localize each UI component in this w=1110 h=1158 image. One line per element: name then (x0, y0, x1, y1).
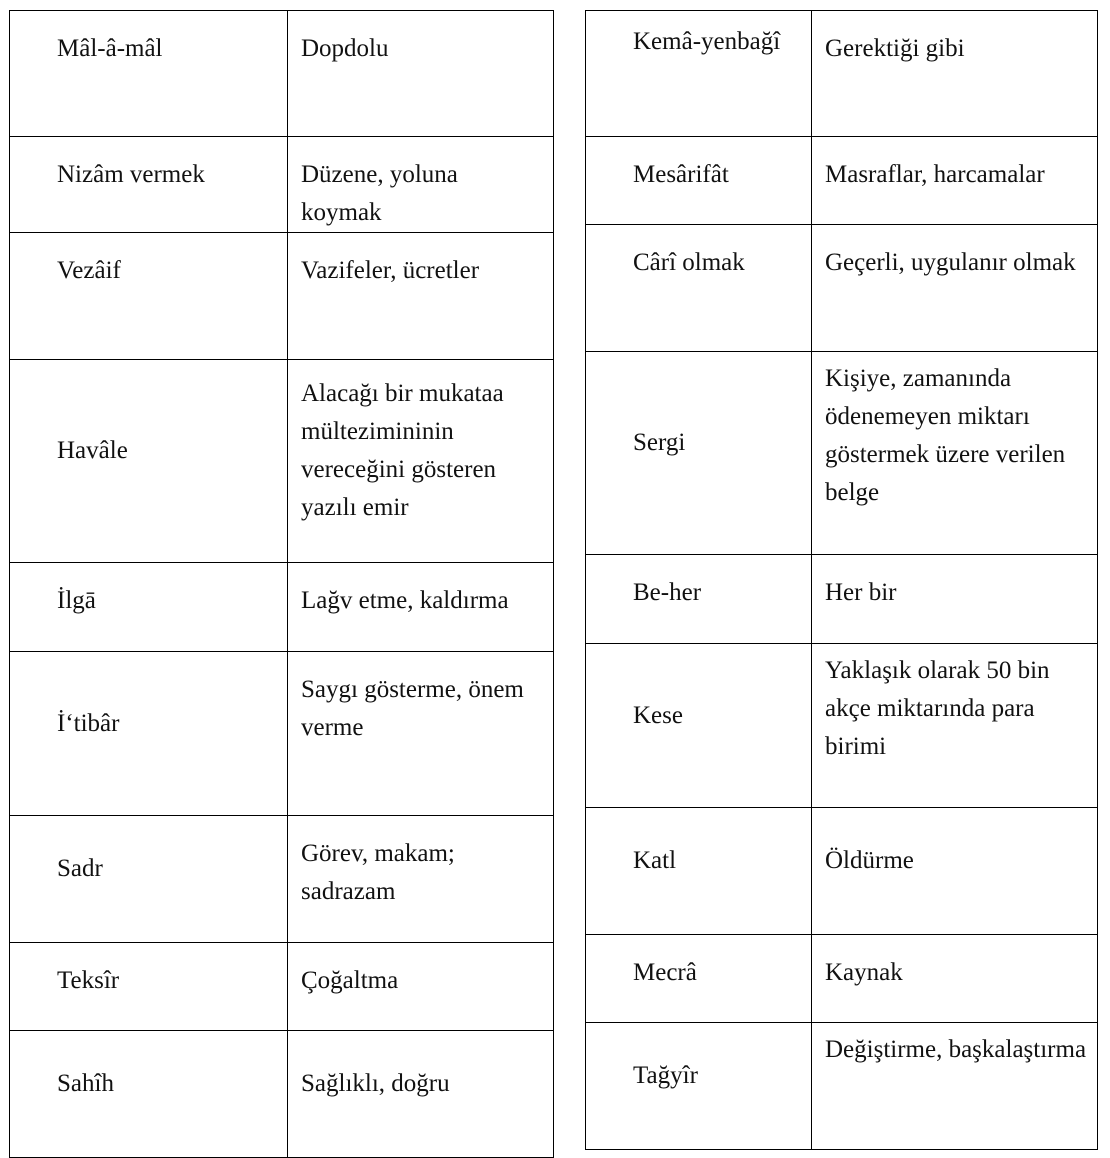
term-text: Mesârifât (633, 161, 729, 188)
term-cell (10, 137, 288, 233)
table-row (10, 563, 554, 652)
term-text: Teksîr (57, 967, 120, 994)
term-cell (586, 225, 812, 352)
table-row (586, 808, 1098, 935)
term-text: Nizâm vermek (57, 161, 205, 188)
meaning-text: Çoğaltma (301, 967, 399, 994)
term-cell (586, 935, 812, 1023)
term-text: Cârî olmak (633, 249, 745, 276)
meaning-cell (812, 137, 1098, 225)
meaning-text: Sağlıklı, doğru (301, 1070, 450, 1097)
table-row (10, 137, 554, 233)
term-text: İlgā (57, 587, 96, 614)
meaning-cell (812, 352, 1098, 555)
meaning-cell (812, 11, 1098, 137)
meaning-text: Her bir (825, 579, 897, 606)
term-cell (10, 943, 288, 1031)
term-cell (586, 808, 812, 935)
term-cell (10, 816, 288, 943)
meaning-cell (288, 943, 554, 1031)
term-text: Sahîh (57, 1070, 114, 1097)
meaning-cell (812, 555, 1098, 644)
meaning-cell (812, 225, 1098, 352)
table-row (10, 652, 554, 816)
term-cell (586, 11, 812, 137)
meaning-text: Kişiye, zamanında ödenemeyen miktarı göstermek üzere verilen belge (825, 365, 1066, 506)
term-cell (586, 644, 812, 808)
meaning-cell (288, 233, 554, 360)
meaning-cell (288, 137, 554, 233)
term-text: Be-her (633, 579, 702, 606)
meaning-text: Düzene, yoluna koymak (301, 161, 458, 226)
term-cell (10, 563, 288, 652)
term-cell (586, 352, 812, 555)
table-row (10, 816, 554, 943)
table-row (586, 935, 1098, 1023)
table-row (10, 233, 554, 360)
meaning-text: Masraflar, harcamalar (825, 161, 1045, 188)
meaning-cell (288, 563, 554, 652)
meaning-text: Lağv etme, kaldırma (301, 587, 509, 614)
term-text: Sergi (633, 429, 686, 456)
meaning-cell (288, 360, 554, 563)
table-row (586, 352, 1098, 555)
term-cell (586, 555, 812, 644)
meaning-cell (288, 652, 554, 816)
term-cell (10, 652, 288, 816)
meaning-text: Öldürme (825, 847, 914, 874)
term-text: Vezâif (57, 257, 121, 284)
meaning-cell (812, 808, 1098, 935)
term-text: Sadr (57, 855, 103, 882)
table-row (586, 1023, 1098, 1150)
meaning-text: Saygı gösterme, önem verme (301, 676, 524, 741)
term-text: İ‘tibâr (57, 709, 120, 737)
table-row (10, 360, 554, 563)
table-row (586, 644, 1098, 808)
meaning-cell (288, 1031, 554, 1158)
glossary-table-right (585, 10, 1098, 1150)
meaning-cell (812, 935, 1098, 1023)
meaning-text: Dopdolu (301, 35, 389, 62)
meaning-text: Alacağı bir mukataa mültezimininin vereceğini gösteren yazılı emir (301, 380, 504, 521)
term-text: Kese (633, 701, 683, 729)
term-cell (10, 1031, 288, 1158)
meaning-text: Yaklaşık olarak 50 bin akçe miktarında para birimi (825, 657, 1050, 760)
table-row (10, 1031, 554, 1158)
meaning-text: Gerektiği gibi (825, 35, 965, 62)
meaning-cell (288, 816, 554, 943)
term-text: Mâl-â-mâl (57, 35, 163, 62)
table-row (586, 555, 1098, 644)
meaning-cell (288, 11, 554, 137)
term-cell (586, 137, 812, 225)
term-text: Katl (633, 847, 677, 874)
table-row (10, 11, 554, 137)
term-cell (10, 233, 288, 360)
glossary-table-left (9, 10, 554, 1158)
term-text: Havâle (57, 437, 128, 464)
table-row (586, 225, 1098, 352)
table-row (586, 137, 1098, 225)
term-cell (586, 1023, 812, 1150)
meaning-cell (812, 1023, 1098, 1150)
meaning-text: Vazifeler, ücretler (301, 257, 480, 284)
table-row (10, 943, 554, 1031)
term-text: Kemâ-yenbağî (633, 28, 781, 55)
term-cell (10, 11, 288, 137)
meaning-text: Kaynak (825, 959, 903, 986)
meaning-text: Görev, makam; sadrazam (301, 840, 455, 905)
meaning-text: Değiştirme, başkalaştırma (825, 1036, 1087, 1063)
meaning-text: Geçerli, uygulanır olmak (825, 249, 1076, 276)
table-row (586, 11, 1098, 137)
term-cell (10, 360, 288, 563)
term-text: Mecrâ (633, 959, 697, 986)
meaning-cell (812, 644, 1098, 808)
term-text: Tağyîr (633, 1062, 698, 1089)
